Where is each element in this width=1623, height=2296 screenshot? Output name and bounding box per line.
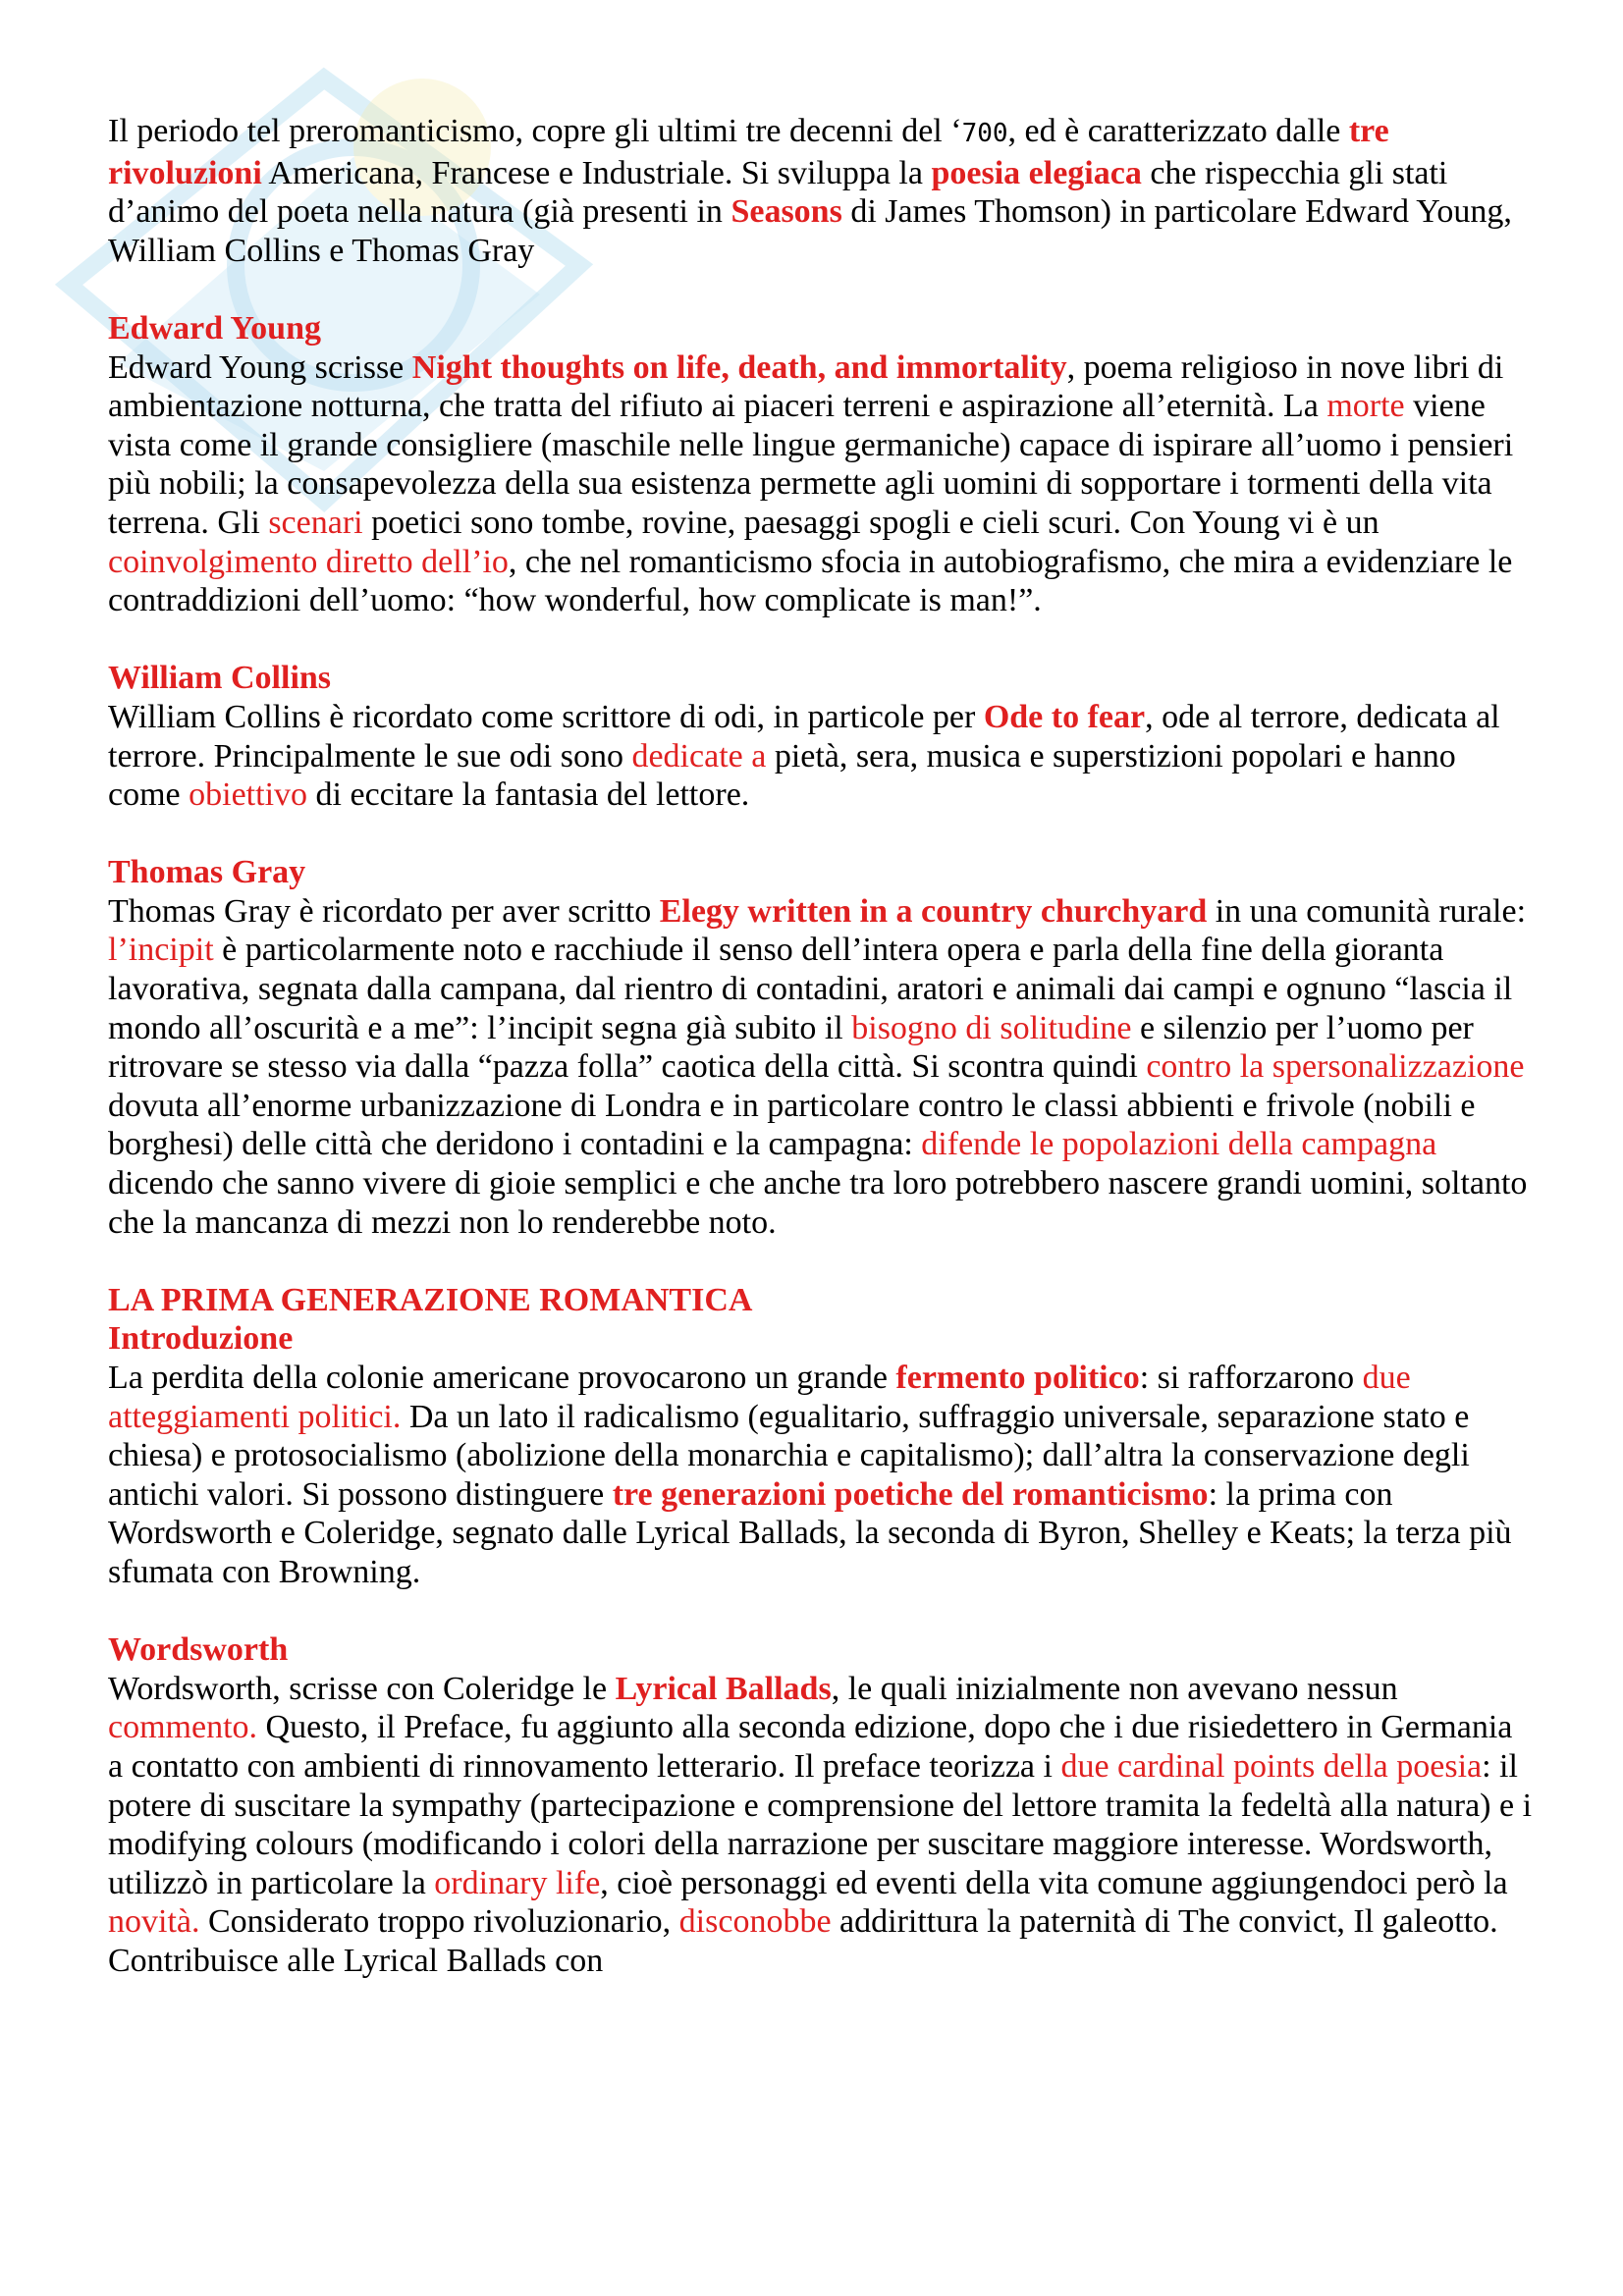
heading-wordsworth: Wordsworth — [108, 1631, 289, 1669]
intro-paragraph: Il periodo tel preromanticismo, copre gli ultimi tre decenni del ‘700, ed è caratterizzato dalle tre rivoluzioni Americana, Francese e Industriale. Si sviluppa la poesia elegiaca che rispecchia gli stati d’animo del poeta nella natura (già presenti in Seasons di James Thomson) in particolare Edward Young, William Collins e Thomas Gray — [108, 113, 1512, 269]
heading-thomas-gray: Thomas Gray — [108, 854, 306, 891]
heading-edward-young: Edward Young — [108, 309, 321, 347]
heading-introduzione: Introduzione — [108, 1320, 294, 1358]
document-body — [108, 112, 1532, 1981]
heading-william-collins: William Collins — [108, 660, 332, 697]
young-paragraph: Edward Young scrisse Night thoughts on life, death, and immortality, poema religioso in nove libri di ambientazione notturna, che tratta del rifiuto ai piaceri terreni e aspirazione all’eternità. La morte viene vista come il grande consigliere (maschile nelle lingue germaniche) capace di ispirare all’uomo i pensieri più nobili; la consapevolezza della sua esistenza permette agli uomini di sopportare i tormenti della vita terrena. Gli scenari poetici sono tombe, rovine, paesaggi spogli e cieli scuri. Con Young vi è un coinvolgimento diretto dell’io, che nel romanticismo sfocia in autobiografismo, che mira a evidenziare le contraddizioni dell’uomo: “how wonderful, how complicate is man!”. — [108, 348, 1514, 619]
heading-prima-generazione: LA PRIMA GENERAZIONE ROMANTICA — [108, 1281, 753, 1318]
gray-paragraph: Thomas Gray è ricordato per aver scritto Elegy written in a country churchyard in una comunità rurale: l’incipit è particolarmente noto e racchiude il senso dell’intera opera e parla della fine della gioranta lavorativa, segnata dalla campana, dal rientro di contadini, aratori e animali dai campi e ognuno “lascia il mondo all’oscurità e a me”: l’incipit segna già subito il bisogno di solitudine e silenzio per l’uomo per ritrovare se stesso via dalla “pazza folla” caotica della città. Si scontra quindi contro la spersonalizzazione dovuta all’enorme urbanizzazione di Londra e in particolare contro le classi abbienti e frivole (nobili e borghesi) delle città che deridono i contadini e la campagna: difende le popolazioni della campagna dicendo che sanno vivere di gioie semplici e che anche tra loro potrebbero nascere grandi uomini, soltanto che la mancanza di mezzi non lo renderebbe noto. — [108, 892, 1528, 1241]
wordsworth-paragraph: Wordsworth, scrisse con Coleridge le Lyrical Ballads, le quali inizialmente non avevano nessun commento. Questo, il Preface, fu aggiunto alla seconda edizione, dopo che i due risiedettero in Germania a contatto con ambienti di rinnovamento letterario. Il preface teorizza i due cardinal points della poesia: il potere di suscitare la sympathy (partecipazione e comprensione del lettore tramita la fedeltà alla natura) e i modifying colours (modificando i colori della narrazione per suscitare maggiore interesse. Wordsworth, utilizzò in particolare la ordinary life, cioè personaggi ed eventi della vita comune aggiungendoci però la novità. Considerato troppo rivoluzionario, disconobbe addirittura la paternità di The convict, Il galeotto. Contribuisce alle Lyrical Ballads con — [108, 1670, 1533, 1979]
collins-paragraph: William Collins è ricordato come scrittore di odi, in particole per Ode to fear, ode al terrore, dedicata al terrore. Principalmente le sue odi sono dedicate a pietà, sera, musica e superstizioni popolari e hanno come obiettivo di eccitare la fantasia del lettore. — [108, 698, 1500, 814]
generazione-paragraph: La perdita della colonie americane provocarono un grande fermento politico: si rafforzarono due atteggiamenti politici. Da un lato il radicalismo (egualitario, suffraggio universale, separazione stato e chiesa) e protosocialismo (abolizione della monarchia e capitalismo); dall’altra la conservazione degli antichi valori. Si possono distinguere tre generazioni poetiche del romanticismo: la prima con Wordsworth e Coleridge, segnato dalle Lyrical Ballads, la seconda di Byron, Shelley e Keats; la terza più sfumata con Browning. — [108, 1360, 1512, 1590]
